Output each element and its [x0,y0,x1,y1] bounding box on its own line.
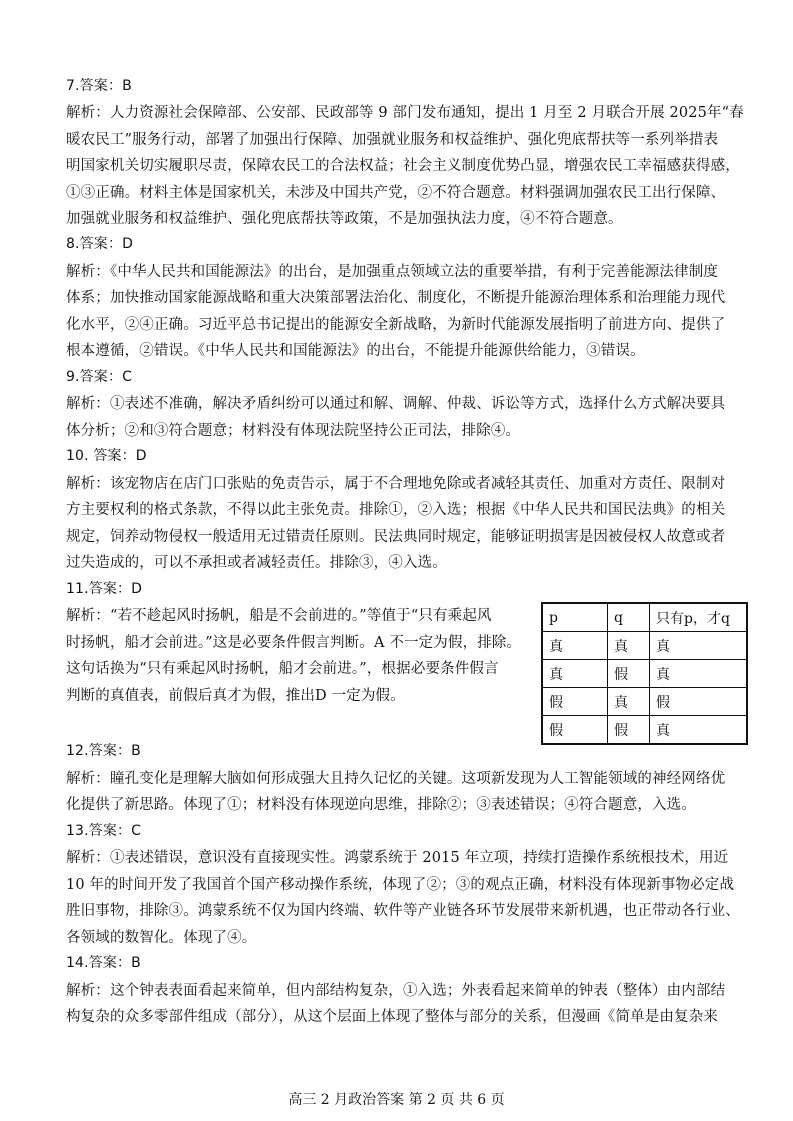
explanation-line: ①③正确。材料主体是国家机关，未涉及中国共产党，②不符合题意。材料强调加强农民工出行保障、 [66,185,726,201]
table-cell: 真 [650,632,748,660]
table-cell: 假 [542,716,608,745]
table-row [542,660,747,688]
table-cell: 真 [608,632,650,660]
explanation-line: 解析：人力资源社会保障部、公安部、民政部等 9 部门发布通知，提出 1 月至 2 月联合开展 2025年“春 [66,105,744,121]
table-cell: 假 [608,716,650,745]
table-cell: 假 [650,688,748,716]
answer-heading: 7.答案：B [66,78,132,94]
explanation-line: 明国家机关切实履职尽责，保障农民工的合法权益；社会主义制度优势凸显，增强农民工幸福感获得感， [66,158,740,174]
explanation-line: 构复杂的众多零部件组成（部分），从这个层面上体现了整体与部分的关系，但漫画《简单是由复杂来 [66,1009,718,1025]
answer-heading: 12.答案：B [66,743,141,759]
answer-heading: 8.答案：D [66,236,134,252]
table-cell: q [608,603,650,632]
table-cell: p [542,603,608,632]
page-footer: 高三 2 月政治答案 第 2 页 共 6 页 [288,1092,505,1108]
explanation-line: 解析：《中华人民共和国能源法》的出台，是加强重点领域立法的重要举措，有利于完善能源法律制度 [66,264,718,280]
explanation-line: 这句话换为“只有乘起风时扬帆，船才会前进。”，根据必要条件假言 [66,661,499,677]
answer-heading: 11.答案：D [66,581,143,597]
explanation-line: 胜旧事物，排除③。鸿蒙系统不仅为国内终端、软件等产业链各环节发展带来新机遇，也正带动各行业、 [66,903,740,919]
table-row [542,688,747,716]
explanation-line: 化提供了新思路。体现了①；材料没有体现逆向思维，排除②；③表述错误；④符合题意，入选。 [66,797,696,813]
explanation-line: 各领域的数智化。体现了④。 [66,930,257,946]
table-cell: 真 [542,660,608,688]
explanation-line: 化水平，②④正确。习近平总书记提出的能源安全新战略，为新时代能源发展指明了前进方向、提供了 [66,317,726,333]
table-cell: 真 [650,660,748,688]
answer-heading: 9.答案：C [66,369,133,385]
table-row [542,632,747,660]
table-header-row [542,603,747,632]
explanation-line: 解析：①表述不准确，解决矛盾纠纷可以通过和解、调解、仲裁、诉讼等方式，选择什么方式解决要具 [66,396,726,412]
explanation-line: 10 年的时间开发了我国首个国产移动操作系统，体现了②；③的观点正确，材料没有体现新事物必定战 [66,877,735,893]
table-cell: 真 [650,716,748,745]
explanation-line: 体分析；②和③符合题意；材料没有体现法院坚持公正司法，排除④。 [66,423,521,439]
table-cell: 假 [542,688,608,716]
explanation-line: 解析：①表述错误，意识没有直接现实性。鸿蒙系统于 2015 年立项，持续打造操作系统根技术，用近 [66,850,729,866]
table-cell: 只有p，才q [650,603,748,632]
table-cell: 假 [608,660,650,688]
answer-heading: 14.答案：B [66,955,141,971]
explanation-line: 时扬帆，船才会前进。”这是必要条件假言判断。A 不一定为假，排除。 [66,635,522,651]
explanation-line: 加强就业服务和权益维护、强化兜底帮扶等政策，不是加强执法力度，④不符合题意。 [66,211,623,227]
explanation-line: 解析：这个钟表表面看起来简单，但内部结构复杂，①入选；外表看起来简单的钟表（整体）由内部结 [66,983,726,999]
truth-table [541,602,748,745]
answer-heading: 13.答案：C [66,823,142,839]
explanation-line: 判断的真值表，前假后真才为假，推出D 一定为假。 [66,688,405,704]
explanation-line: 解析：瞳孔变化是理解大脑如何形成强大且持久记忆的关键。这项新发现为人工智能领域的神经网络优 [66,771,726,787]
explanation-line: 体系；加快推动国家能源战略和重大决策部署法治化、制度化，不断提升能源治理体系和治理能力现代 [66,290,726,306]
explanation-line: 解析：“若不趁起风时扬帆，船是不会前进的。”等值于“只有乘起风 [66,608,492,624]
explanation-line: 根本遵循，②错误。《中华人民共和国能源法》的出台，不能提升能源供给能力，③错误。 [66,343,645,359]
answer-heading: 10. 答案：D [66,448,147,464]
explanation-line: 方主要权利的格式条款，不得以此主张免责。排除①，②入选；根据《中华人民共和国民法典》的相关 [66,502,726,518]
explanation-line: 暖农民工”服务行动，部署了加强出行保障、加强就业服务和权益维护、强化兜底帮扶等一系列举措表 [66,132,719,148]
explanation-line: 解析：该宠物店在店门口张贴的免责告示，属于不合理地免除或者减轻其责任、加重对方责任、限制对 [66,476,726,492]
table-cell: 真 [608,688,650,716]
table-row [542,716,747,745]
table-cell: 真 [542,632,608,660]
explanation-line: 过失造成的，可以不承担或者减轻责任。排除③，④入选。 [66,555,447,571]
explanation-line: 规定，饲养动物侵权一般适用无过错责任原则。民法典同时规定，能够证明损害是因被侵权人故意或者 [66,529,726,545]
